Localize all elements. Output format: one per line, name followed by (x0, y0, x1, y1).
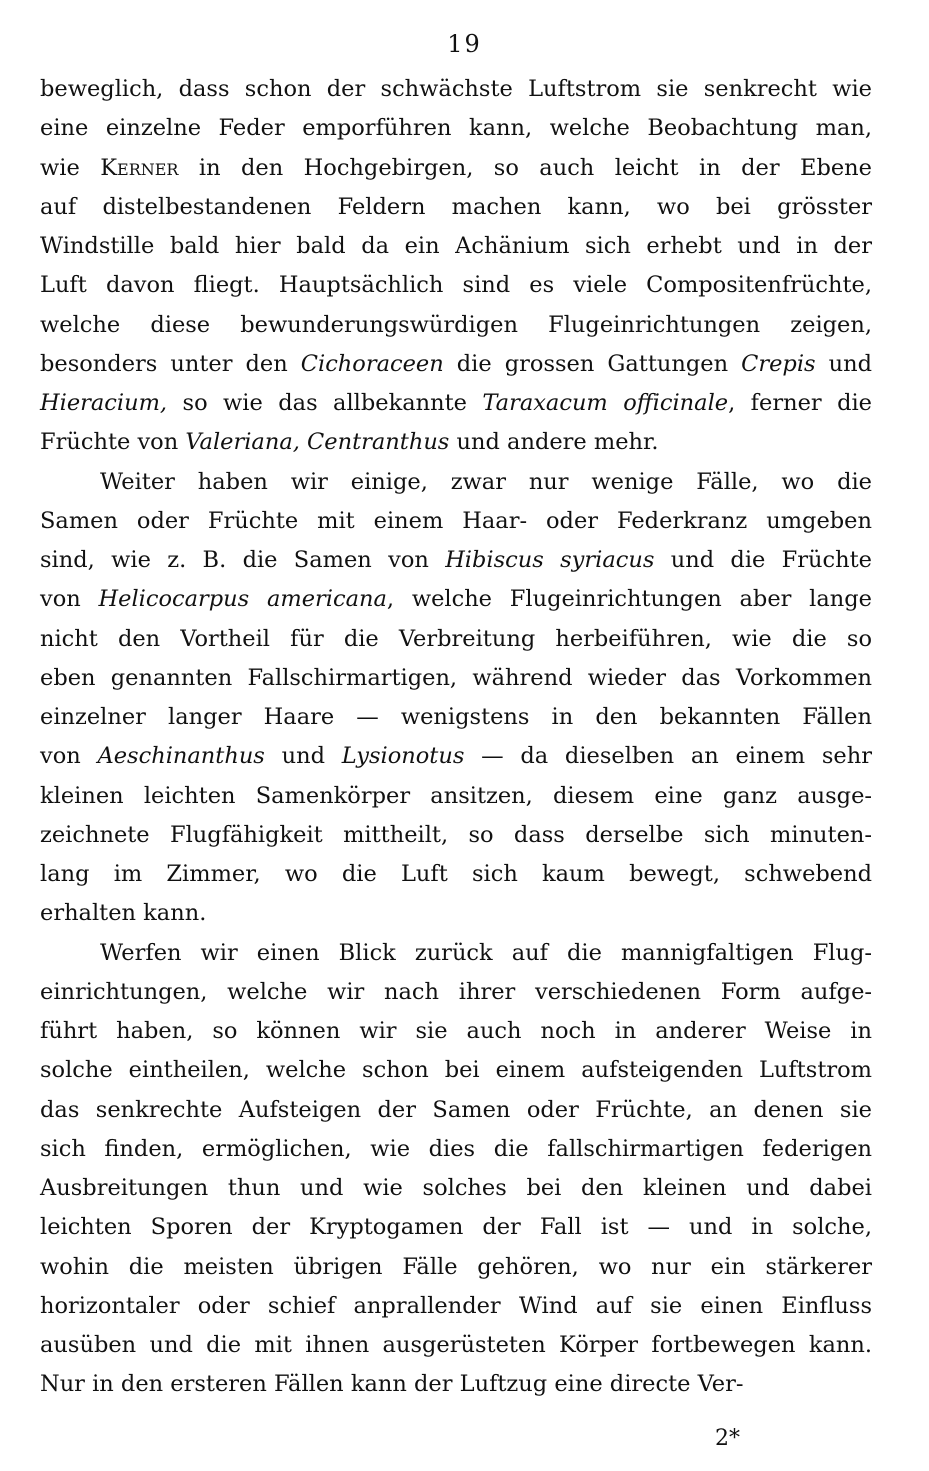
text-line (40, 70, 872, 109)
text-run: horizontaler oder schief anprallender Wind auf sie einen Einfluss (40, 1292, 872, 1319)
text-run: Weiter haben wir einige, zwar nur wenige Fälle, wo die (100, 468, 872, 495)
text-line (40, 227, 872, 266)
italic-term: Helicocarpus americana (98, 586, 387, 613)
italic-term: Valeriana, Centranthus (185, 429, 450, 456)
text-run: lang im Zimmer, wo die Luft sich kaum bewegt, schwebend (40, 861, 872, 887)
italic-term: Cichoraceen (300, 350, 444, 377)
text-line (40, 934, 872, 973)
text-run: Ausbreitungen thun und wie solches bei den kleinen und dabei (40, 1175, 872, 1201)
paragraph (40, 463, 872, 934)
text-run: beweglich, dass schon der schwächste Luftstrom sie senkrecht wie (40, 76, 872, 102)
text-run: von (40, 743, 98, 770)
text-line (40, 1326, 872, 1365)
text-run: solche eintheilen, welche schon bei einem aufsteigenden Luftstrom (40, 1057, 872, 1084)
text-line (40, 1287, 872, 1326)
text-run: leichten Sporen der Kryptogamen der Fall ist — und in solche, (40, 1214, 872, 1241)
text-run: besonders unter den (40, 350, 301, 377)
paragraph (40, 70, 872, 463)
text-run: einrichtungen, welche wir nach ihrer verschiedenen Form aufge- (40, 978, 872, 1005)
text-run: und (264, 743, 342, 770)
text-line (40, 1091, 872, 1130)
author-name: Kerner (100, 154, 179, 181)
page-number: 19 (447, 30, 482, 58)
text-line (40, 266, 872, 305)
text-run: von (40, 586, 99, 613)
text-line (40, 737, 872, 776)
text-line (40, 1365, 872, 1404)
italic-term: Crepis (741, 350, 816, 377)
text-line (40, 1248, 872, 1287)
text-run: wie (40, 154, 101, 181)
italic-term: Lysionotus (341, 743, 465, 770)
text-run: welche diese bewunderungswürdigen Flugeinrichtungen zeigen, (40, 311, 872, 338)
text-run: führt haben, so können wir sie auch noch in anderer Weise in (40, 1018, 872, 1044)
italic-term: Hibiscus syriacus (445, 547, 655, 573)
text-run: das senkrechte Aufsteigen der Samen oder Früchte, an denen sie (40, 1096, 872, 1123)
text-run: erhalten kann. (40, 900, 207, 927)
italic-term: Hieracium, (40, 390, 168, 416)
text-line (40, 188, 872, 227)
text-line (40, 1130, 872, 1169)
text-run: eben genannten Fallschirmartigen, während wieder das Vorkommen (40, 664, 872, 691)
text-run: zeichnete Flugfähigkeit mittheilt, so dass derselbe sich minuten- (40, 821, 872, 848)
text-run: ausüben und die mit ihnen ausgerüsteten Körper fortbewegen kann. (40, 1332, 872, 1358)
text-run: auf distelbestandenen Feldern machen kann, wo bei grösster (40, 193, 872, 220)
text-line (40, 1012, 872, 1051)
text-run: Werfen wir einen Blick zurück auf die mannigfaltigen Flug- (100, 939, 872, 966)
text-run: sich finden, ermöglichen, wie dies die fallschirmartigen federigen (40, 1135, 872, 1162)
italic-term: Aeschinanthus (97, 743, 265, 770)
text-line (40, 698, 872, 737)
text-run: die grossen Gattungen (443, 350, 742, 377)
text-line (40, 659, 872, 698)
text-run: kleinen leichten Samenkörper ansitzen, diesem eine ganz ausge- (40, 782, 872, 809)
text-line (40, 894, 872, 933)
text-run: und (815, 350, 872, 377)
text-run: Samen oder Früchte mit einem Haar- oder Federkranz umgeben (40, 507, 872, 534)
text-line (40, 541, 872, 580)
body-text (40, 70, 872, 1405)
text-line (40, 463, 872, 502)
text-run: und die Früchte (654, 547, 872, 573)
text-line (40, 109, 872, 148)
text-run: Windstille bald hier bald da ein Achänium sich erhebt und in der (40, 233, 872, 259)
signature-mark: 2* (715, 1426, 740, 1451)
text-run: — da dieselben an einem sehr (464, 743, 872, 770)
text-line (40, 1051, 872, 1090)
text-line (40, 1169, 872, 1208)
text-line (40, 973, 872, 1012)
text-run: Früchte von (40, 429, 186, 456)
text-run: einzelner langer Haare — wenigstens in den bekannten Fällen (40, 704, 872, 730)
text-line (40, 1208, 872, 1247)
text-line (40, 855, 872, 894)
text-line (40, 345, 872, 384)
text-line (40, 306, 872, 345)
text-line (40, 816, 872, 855)
text-line (40, 777, 872, 816)
text-line (40, 580, 872, 619)
text-line (40, 149, 872, 188)
text-line (40, 620, 872, 659)
text-run: nicht den Vortheil für die Verbreitung herbeiführen, wie die so (40, 625, 872, 652)
text-line (40, 384, 872, 423)
text-run: in den Hochgebirgen, so auch leicht in der Ebene (178, 154, 872, 181)
text-run: sind, wie z. B. die Samen von (40, 547, 446, 573)
text-run: , ferner die (728, 390, 872, 416)
text-run: wohin die meisten übrigen Fälle gehören, wo nur ein stärkerer (40, 1253, 872, 1280)
italic-term: Taraxacum officinale (482, 390, 729, 416)
text-run: und andere mehr. (449, 429, 659, 456)
text-line (40, 423, 872, 462)
text-run: eine einzelne Feder emporführen kann, welche Beobachtung man, (40, 115, 872, 142)
text-run: , welche Flugeinrichtungen aber lange (386, 586, 872, 613)
text-run: Luft davon fliegt. Hauptsächlich sind es viele Compositenfrüchte, (40, 272, 872, 299)
paragraph (40, 934, 872, 1405)
text-run: so wie das allbekannte (167, 390, 483, 416)
text-line (40, 502, 872, 541)
text-run: Nur in den ersteren Fällen kann der Luftzug eine directe Ver- (40, 1371, 744, 1398)
